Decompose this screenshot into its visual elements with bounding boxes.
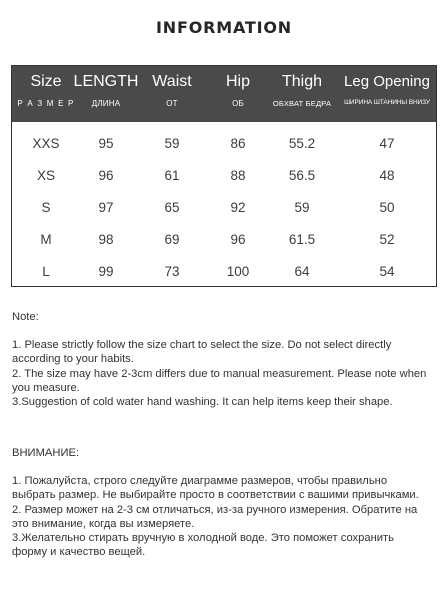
note-item: 3.Suggestion of cold water hand washing. It can help items keep their shape. xyxy=(12,396,393,409)
cell-thigh: 55.2 xyxy=(288,136,316,151)
cell-hip: 100 xyxy=(226,264,250,279)
cell-leg-opening: 50 xyxy=(379,200,395,215)
header-leg-opening-label: Leg Opening xyxy=(344,73,430,90)
cell-size: S xyxy=(41,200,51,215)
header-waist-label: Waist xyxy=(152,73,192,90)
notes-english xyxy=(12,310,432,409)
header-thigh-label: Thigh xyxy=(281,73,323,90)
cell-waist: 65 xyxy=(164,200,180,215)
header-leg-opening-sublabel: ШИРИНА ШТАНИНЫ ВНИЗУ xyxy=(344,99,430,106)
cell-waist: 61 xyxy=(164,168,180,183)
note-item: 3.Желательно стирать вручную в холодной воде. Это поможет сохранить форму и качество вещей. xyxy=(12,532,394,559)
header-thigh xyxy=(264,66,340,122)
cell-hip: 96 xyxy=(230,232,246,247)
header-hip-sublabel: ОБ xyxy=(232,99,244,108)
cell-size: M xyxy=(40,232,52,247)
cell-length: 96 xyxy=(98,168,114,183)
cell-size: L xyxy=(42,264,50,279)
cell-leg-opening: 48 xyxy=(379,168,395,183)
cell-leg-opening: 52 xyxy=(379,232,395,247)
header-hip-label: Hip xyxy=(225,73,250,90)
notes-russian-heading: ВНИМАНИЕ: xyxy=(12,447,80,459)
note-item: 1. Пожалуйста, строго следуйте диаграмме размеров, чтобы правильно выбрать размер. Не выбирайте просто в соответствии с вашими привычками. xyxy=(12,475,419,502)
cell-length: 97 xyxy=(98,200,114,215)
table-row xyxy=(12,256,436,287)
cell-thigh: 56.5 xyxy=(288,168,316,183)
cell-thigh: 59 xyxy=(294,200,310,215)
cell-thigh: 61.5 xyxy=(288,232,316,247)
cell-thigh: 64 xyxy=(294,264,310,279)
header-size-sublabel: Р А З М Е Р xyxy=(17,99,75,108)
cell-waist: 73 xyxy=(164,264,180,279)
header-size-label: Size xyxy=(30,73,62,90)
header-thigh-sublabel: ОБХВАТ БЕДРА xyxy=(272,99,332,108)
cell-hip: 88 xyxy=(230,168,246,183)
table-row xyxy=(12,192,436,223)
cell-length: 95 xyxy=(98,136,114,151)
notes-russian xyxy=(12,446,432,559)
table-row xyxy=(12,128,436,159)
note-item: 1. Please strictly follow the size chart to select the size. Do not select directly according to your habits. xyxy=(12,339,392,366)
note-item: 2. Размер может на 2-3 см отличаться, из-за ручного измерения. Обратите на это внимание, когда вы измеряете. xyxy=(12,503,418,530)
notes-english-heading: Note: xyxy=(12,311,39,323)
header-hip xyxy=(210,66,266,122)
table-row xyxy=(12,224,436,255)
header-length-sublabel: ДЛИНА xyxy=(91,99,121,108)
cell-length: 99 xyxy=(98,264,114,279)
cell-leg-opening: 47 xyxy=(379,136,395,151)
header-waist-sublabel: ОТ xyxy=(166,99,178,108)
page-title: INFORMATION xyxy=(156,18,292,37)
cell-hip: 92 xyxy=(230,200,246,215)
header-length-label: LENGTH xyxy=(73,73,139,90)
header-length xyxy=(68,66,144,122)
cell-length: 98 xyxy=(98,232,114,247)
cell-waist: 69 xyxy=(164,232,180,247)
cell-leg-opening: 54 xyxy=(379,264,395,279)
cell-hip: 86 xyxy=(230,136,246,151)
note-item: 2. The size may have 2-3cm differs due to manual measurement. Please note when you measure. xyxy=(12,367,427,394)
table-header xyxy=(12,66,436,122)
header-waist xyxy=(144,66,200,122)
cell-size: XS xyxy=(36,168,55,183)
header-leg-opening xyxy=(336,66,438,122)
table-row xyxy=(12,160,436,191)
cell-size: XXS xyxy=(32,136,60,151)
cell-waist: 59 xyxy=(164,136,180,151)
size-chart-table xyxy=(11,65,437,287)
